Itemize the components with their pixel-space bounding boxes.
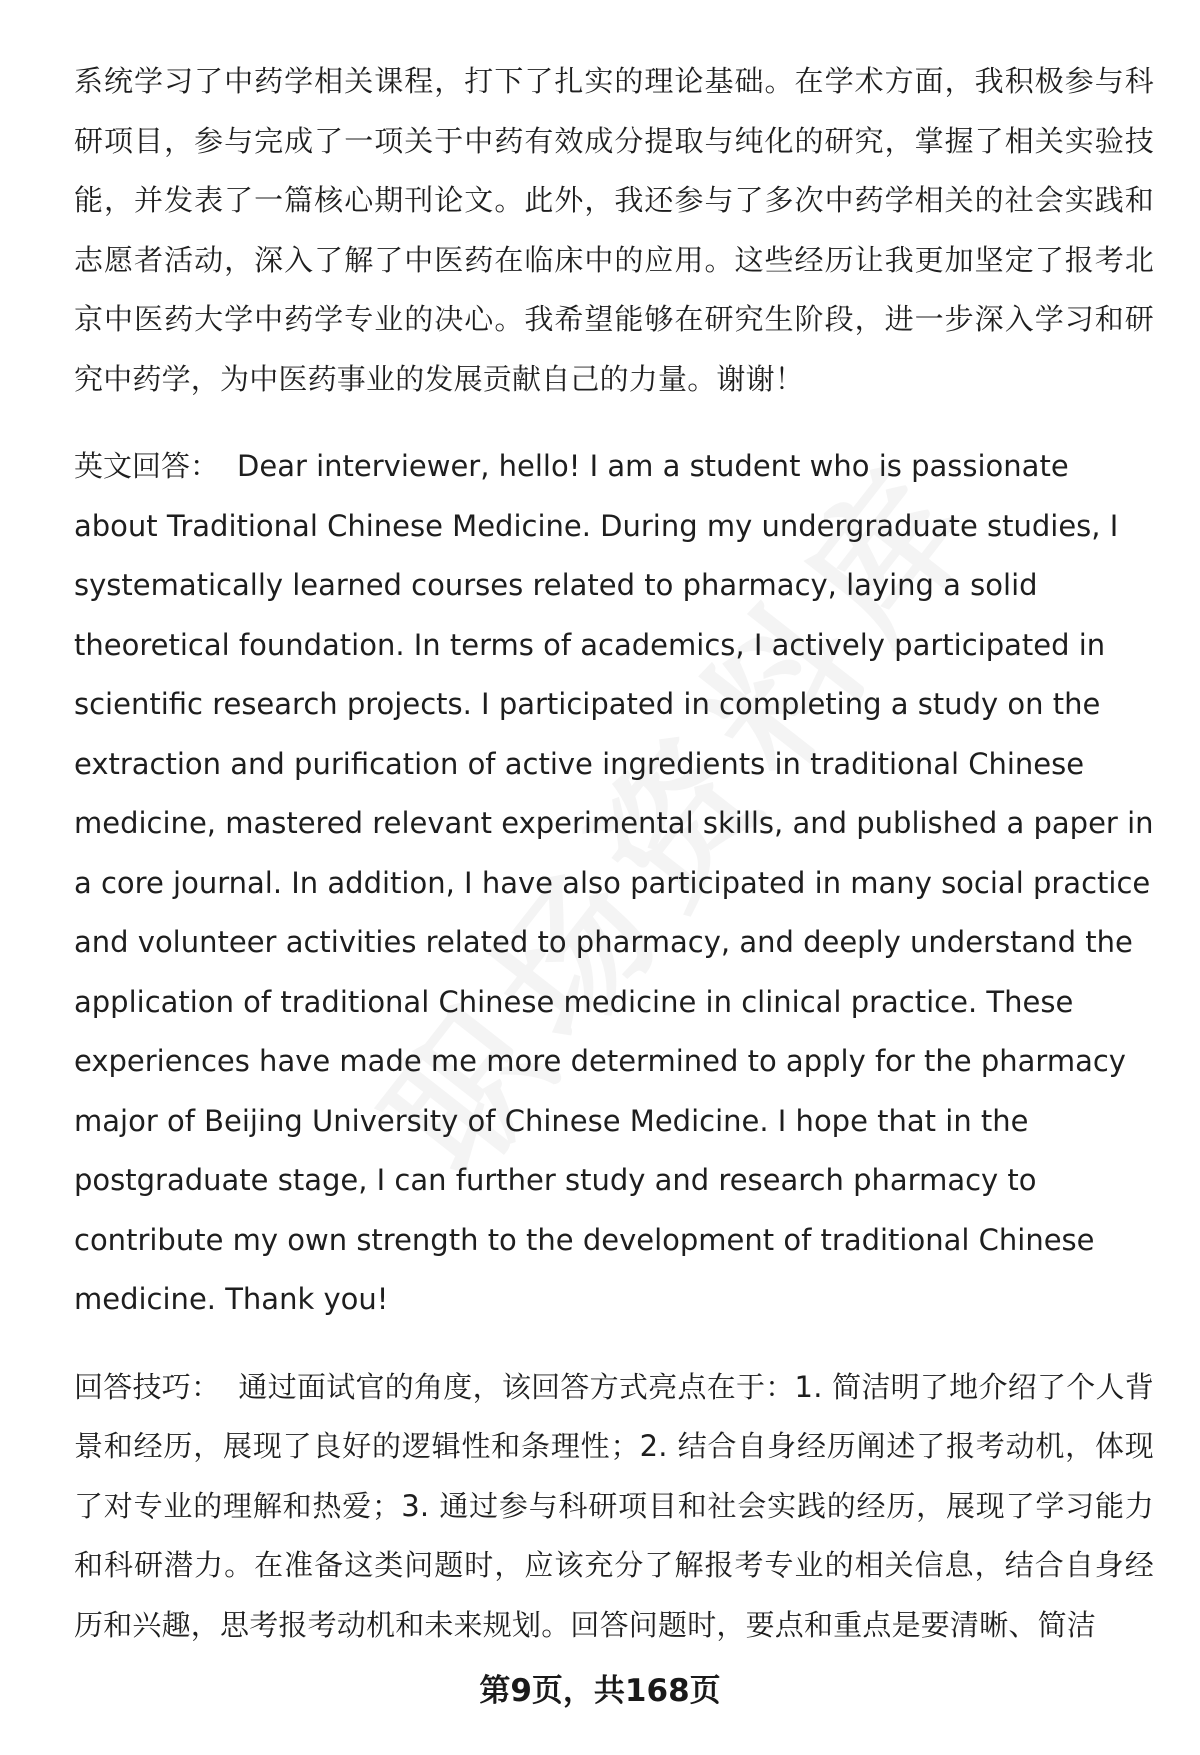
english-answer-text: Dear interviewer, hello! I am a student who is passionate about Traditional Chinese Medicine. During my undergraduate studies, I systematically learned courses related to pharmacy, laying a solid theoretical foundation. In terms of academics, I actively participated in scientific research projects. I participated in completing a study on the extraction and purification of active ingredients in traditional Chinese medicine, mastered relevant experimental skills, and published a paper in a core journal. In addition, I have also participated in many social practice and volunteer activities related to pharmacy, and deeply understand the application of traditional Chinese medicine in clinical practice. These experiences have made me more determined to apply for the pharmacy major of Beijing University of Chinese Medicine. I hope that in the postgraduate stage, I can further study and research pharmacy to contribute my own strength to the development of traditional Chinese medicine. Thank you!: [74, 449, 1154, 1316]
answer-tips-paragraph: [74, 1358, 1154, 1656]
chinese-answer-continued: 系统学习了中药学相关课程，打下了扎实的理论基础。在学术方面，我积极参与科研项目，参与完成了一项关于中药有效成分提取与纯化的研究，掌握了相关实验技能，并发表了一篇核心期刊论文。此外，我还参与了多次中药学相关的社会实践和志愿者活动，深入了解了中医药在临床中的应用。这些经历让我更加坚定了报考北京中医药大学中药学专业的决心。我希望能够在研究生阶段，进一步深入学习和研究中药学，为中医药事业的发展贡献自己的力量。谢谢！: [74, 64, 1154, 396]
page-number-footer: 第9页，共168页: [479, 1673, 721, 1709]
english-answer-paragraph: [74, 437, 1154, 1330]
english-answer-label: 英文回答：: [74, 449, 220, 483]
answer-tips-text: 通过面试官的角度，该回答方式亮点在于：1. 简洁明了地介绍了个人背景和经历，展现了良好的逻辑性和条理性；2. 结合自身经历阐述了报考动机，体现了对专业的理解和热爱；3. 通过参与科研项目和社会实践的经历，展现了学习能力和科研潜力。在准备这类问题时，应该充分了解报考专业的相关信息，结合自身经历和兴趣，思考报考动机和未来规划。回答问题时，要点和重点是要清晰、简洁: [74, 1369, 1154, 1642]
answer-tips-label: 回答技巧：: [74, 1369, 221, 1404]
page-content: [74, 52, 1154, 1655]
